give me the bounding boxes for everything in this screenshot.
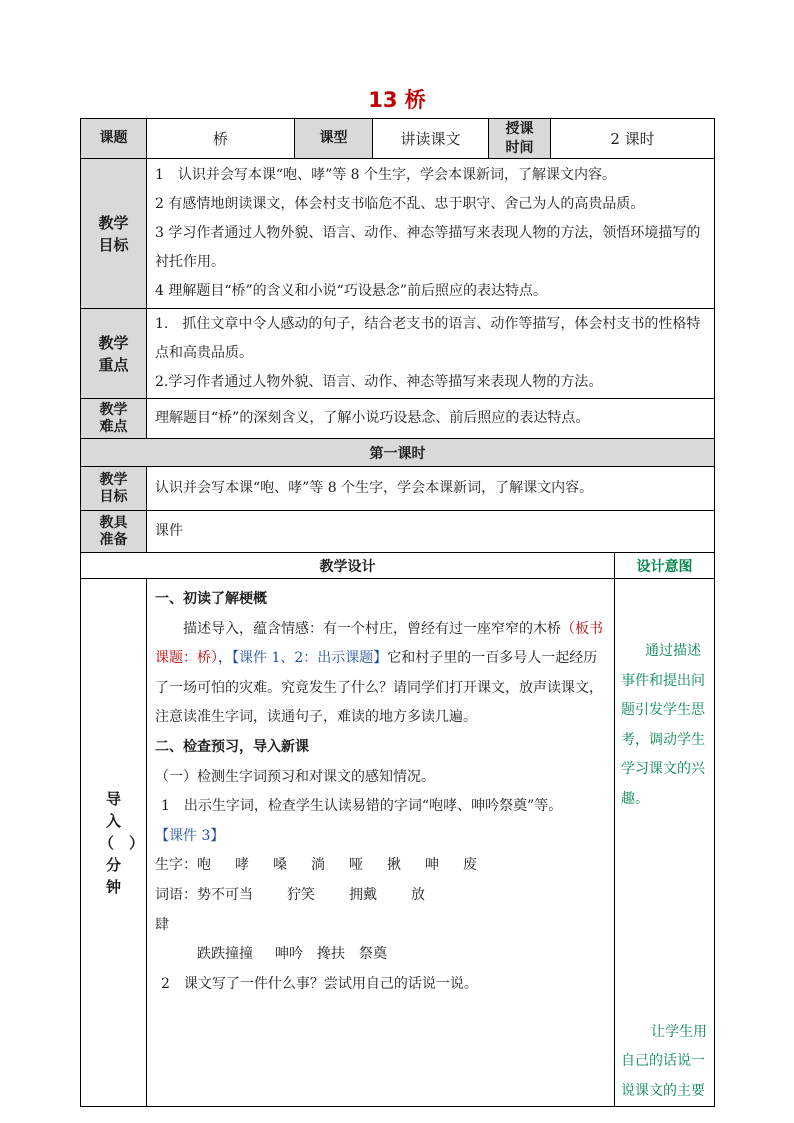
intro-paragraph: 描述导入，蕴含情感：有一个村庄，曾经有过一座窄窄的木桥（板书课题：桥），【课件 1、2：出示课题】它和村子里的一百多号人一起经历了一场可怕的灾难。究竟发生了什么？请同学们打开课文，放声读课文，注意读准生字词，读通句子，难读的地方多读几遍。 — [155, 620, 603, 726]
goal-item: 2 有感情地朗读课文，体会村支书临危不乱、忠于职守、舍己为人的高贵品质。 — [155, 196, 645, 212]
lesson1-heading-row — [81, 439, 715, 467]
courseware-note: 【课件 1、2：出示课题】 — [232, 650, 388, 667]
lesson1-goal-text: 认识并会写本课“咆、哮”等 8 个生字，学会本课新词，了解课文内容。 — [147, 467, 715, 511]
words-line: 跌跌撞撞 呻吟 搀扶 祭奠 — [197, 946, 387, 963]
words-line: 词语：势不可当 狞笑 拥戴 放 — [155, 886, 425, 903]
goals-row — [81, 159, 715, 309]
design-header: 教学设计 — [81, 553, 615, 579]
type-label: 课型 — [295, 119, 373, 159]
chars-line: 生字：咆 哮 嗓 淌 哑 揪 呻 废 — [155, 857, 477, 874]
difficulties-label: 教学难点 — [81, 399, 147, 439]
lesson1-tools-label: 教具准备 — [81, 511, 147, 553]
design-header-row — [81, 553, 715, 579]
difficulties-row — [81, 399, 715, 439]
lesson1-goal-label: 教学目标 — [81, 467, 147, 511]
intent-text: 让学生用自己的话说一说课文的主要 — [621, 1023, 707, 1099]
lesson-plan-table — [80, 118, 715, 1107]
goals-label: 教学目标 — [81, 159, 147, 309]
lesson1-tools-row — [81, 511, 715, 553]
words-line-tail: 肆 — [155, 916, 169, 933]
page-title: 13 桥 — [368, 88, 426, 112]
design-intent — [615, 579, 715, 1107]
sub-step: （一）检测生字词预习和对课文的感知情况。 — [155, 768, 435, 785]
intent-header: 设计意图 — [615, 553, 715, 579]
lesson1-tools-text: 课件 — [147, 511, 715, 553]
goal-item: 4 理解题目“桥”的含义和小说“巧设悬念”前后照应的表达特点。 — [155, 283, 547, 299]
lesson1-heading: 第一课时 — [81, 439, 715, 467]
design-body-row — [81, 579, 715, 1107]
section-title: 二、检查预习，导入新课 — [155, 738, 309, 755]
intent-text: 通过描述事件和提出问题引发学生思考，调动学生学习课文的兴趣。 — [621, 643, 705, 807]
hours-label: 授课时间 — [489, 119, 551, 159]
step-item: 1 出示生字词，检查学生认读易错的字词“咆哮、呻吟祭奠”等。 — [161, 798, 563, 815]
type-value: 讲读课文 — [373, 119, 489, 159]
goal-item: 3 学习作者通过人物外貌、语言、动作、神态等描写来表现人物的方法，领悟环境描写的衬托作用。 — [155, 225, 701, 270]
difficulties-text: 理解题目“桥”的深刻含义，了解小说巧设悬念、前后照应的表达特点。 — [147, 399, 715, 439]
key-point-item: 2.学习作者通过人物外貌、语言、动作、神态等描写来表现人物的方法。 — [155, 374, 603, 390]
key-point-item: 1. 抓住文章中令人感动的句子，结合老支书的语言、动作等描写，体会村支书的性格特点和高贵品质。 — [155, 316, 701, 361]
topic-label: 课题 — [81, 119, 147, 159]
section-title: 一、初读了解梗概 — [155, 591, 267, 607]
key-points-content — [147, 309, 715, 399]
info-row — [81, 119, 715, 159]
goals-content — [147, 159, 715, 309]
design-content — [147, 579, 615, 1107]
lesson1-goal-row — [81, 467, 715, 511]
hours-value: 2 课时 — [551, 119, 715, 159]
goal-item: 1 认识并会写本课“咆、哮”等 8 个生字，学会本课新词，了解课文内容。 — [155, 167, 617, 183]
courseware-note: 【课件 3】 — [155, 827, 225, 844]
key-points-label: 教学重点 — [81, 309, 147, 399]
key-points-row — [81, 309, 715, 399]
board-note: （板书课题：桥） — [155, 620, 603, 667]
topic-value: 桥 — [147, 119, 295, 159]
intro-minutes-label: 导入（ ）分钟 — [81, 579, 147, 1107]
step-item: 2 课文写了一件什么事？尝试用自己的话说一说。 — [161, 975, 478, 992]
